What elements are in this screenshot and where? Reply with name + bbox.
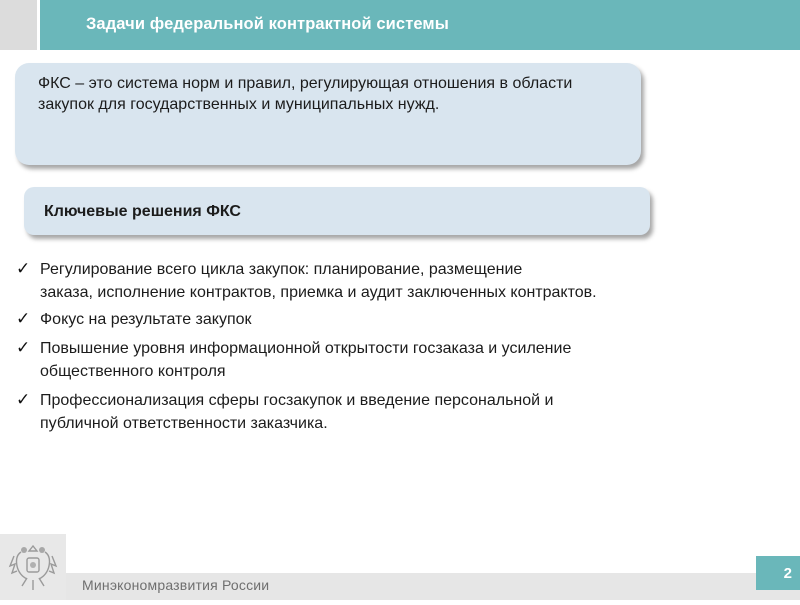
corner-block (0, 0, 37, 50)
key-solutions-heading: Ключевые решения ФКС (44, 203, 241, 220)
checkmark-icon: ✓ (16, 390, 31, 410)
page-title: Задачи федеральной контрактной системы (86, 15, 449, 33)
key-solutions-box (24, 187, 650, 235)
checkmark-icon: ✓ (16, 338, 31, 358)
checkmark-icon: ✓ (16, 309, 31, 329)
list-item-text: Повышение уровня информационной открытости госзаказа и усиление общественного контроля (40, 340, 572, 380)
definition-box (15, 63, 641, 165)
list-item-text: Профессионализация сферы госзакупок и введение персональной и публичной ответственности заказчика. (40, 392, 554, 432)
coat-of-arms-icon (0, 534, 66, 600)
ministry-name: Минэкономразвития России (82, 577, 270, 593)
page-number: 2 (783, 565, 792, 582)
page-number-badge (756, 556, 800, 590)
list-item-text: Фокус на результате закупок (40, 311, 252, 328)
checkmark-icon: ✓ (16, 259, 31, 279)
list-item-text: Регулирование всего цикла закупок: планирование, размещение заказа, исполнение контрактов, приемка и аудит заключенных контрактов. (40, 261, 597, 301)
definition-text: ФКС – это система норм и правил, регулирующая отношения в области закупок для государственных и муниципальных нужд. (38, 75, 573, 113)
